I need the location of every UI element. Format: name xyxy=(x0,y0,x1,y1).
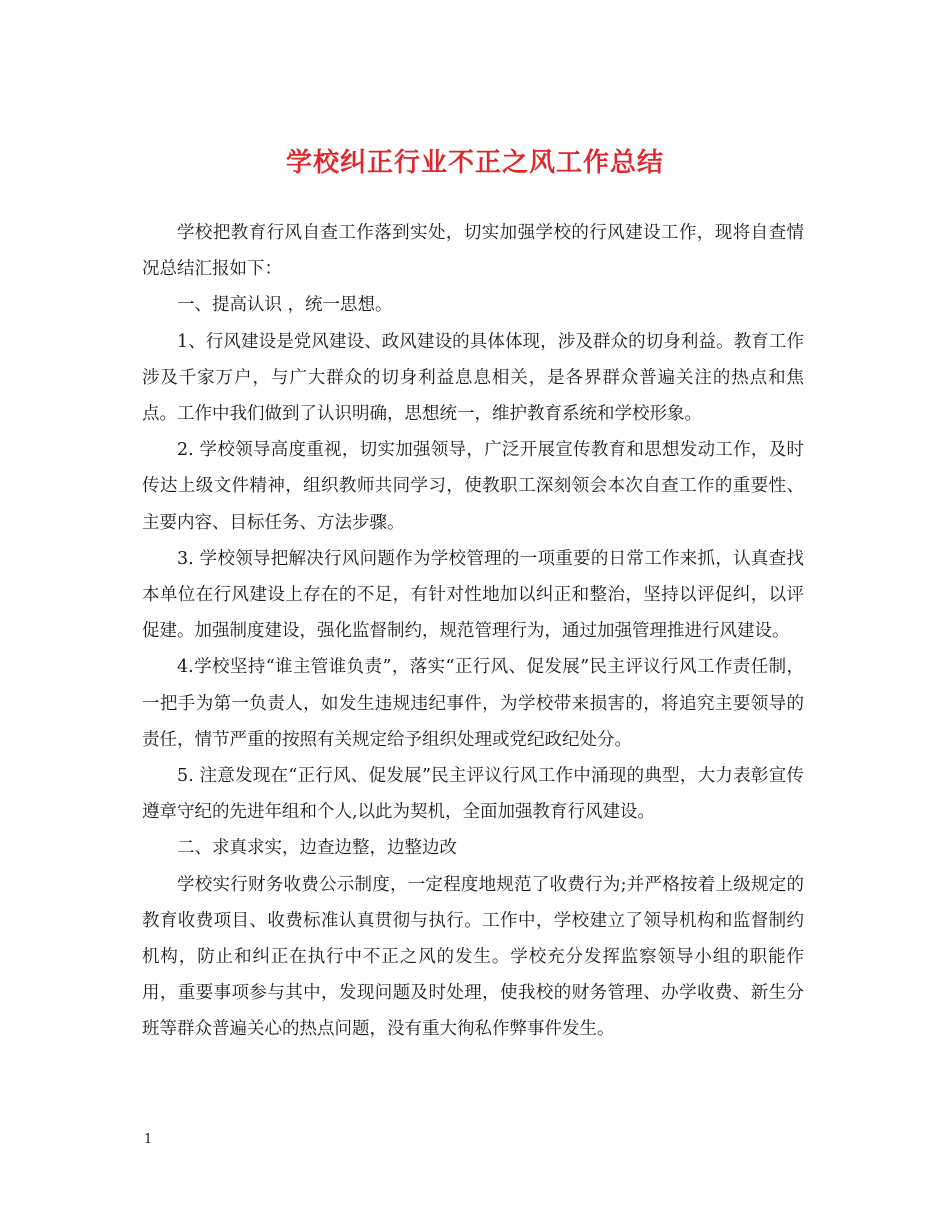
paragraph-section-2: 学校实行财务收费公示制度，一定程度地规范了收费行为;并严格按着上级规定的教育收费项目、收费标准认真贯彻与执行。工作中，学校建立了领导机构和监督制约机构，防止和纠正在执行中不正之风的发生。学校充分发挥监察领导小组的职能作用，重要事项参与其中，发现问题及时处理，使我校的财务管理、办学收费、新生分班等群众普遍关心的热点问题，没有重大徇私作弊事件发生。 xyxy=(142,874,804,1040)
paragraph-item-2: 2. 学校领导高度重视，切实加强领导，广泛开展宣传教育和思想发动工作，及时传达上级文件精神，组织教师共同学习，使教职工深刻领会本次自查工作的重要性、主要内容、目标任务、方法步骤。 xyxy=(142,440,804,533)
page-number: 1 xyxy=(144,1132,153,1147)
section-heading-2: 二、求真求实，边查边整，边整边改 xyxy=(177,838,457,859)
paragraph-item-4: 4.学校坚持“谁主管谁负责”，落实“正行风、促发展”民主评议行风工作责任制，一把手为第一负责人，如发生违规违纪事件，为学校带来损害的，将追究主要领导的责任，情节严重的按照有关规定给予组织处理或党纪政纪处分。 xyxy=(142,657,804,750)
paragraph-item-3: 3. 学校领导把解决行风问题作为学校管理的一项重要的日常工作来抓，认真查找本单位在行风建设上存在的不足，有针对性地加以纠正和整治，坚持以评促纠，以评促建。加强制度建设，强化监督制约，规范管理行为，通过加强管理推进行风建设。 xyxy=(142,548,804,642)
paragraph-intro: 学校把教育行风自查工作落到实处，切实加强学校的行风建设工作，现将自查情况总结汇报如下： xyxy=(142,223,804,280)
document-body xyxy=(142,215,804,1048)
paragraph-item-1: 1、行风建设是党风建设、政风建设的具体体现，涉及群众的切身利益。教育工作涉及千家万户，与广大群众的切身利益息息相关，是各界群众普遍关注的热点和焦点。工作中我们做到了认识明确，思想统一，维护教育系统和学校形象。 xyxy=(142,331,804,425)
section-heading-1: 一、提高认识 ，统一思想。 xyxy=(177,295,393,316)
document-title: 学校纠正行业不正之风工作总结 xyxy=(285,148,664,178)
paragraph-item-5: 5. 注意发现在“正行风、促发展”民主评议行风工作中涌现的典型，大力表彰宣传遵章守纪的先进年组和个人,以此为契机，全面加强教育行风建设。 xyxy=(142,766,804,823)
